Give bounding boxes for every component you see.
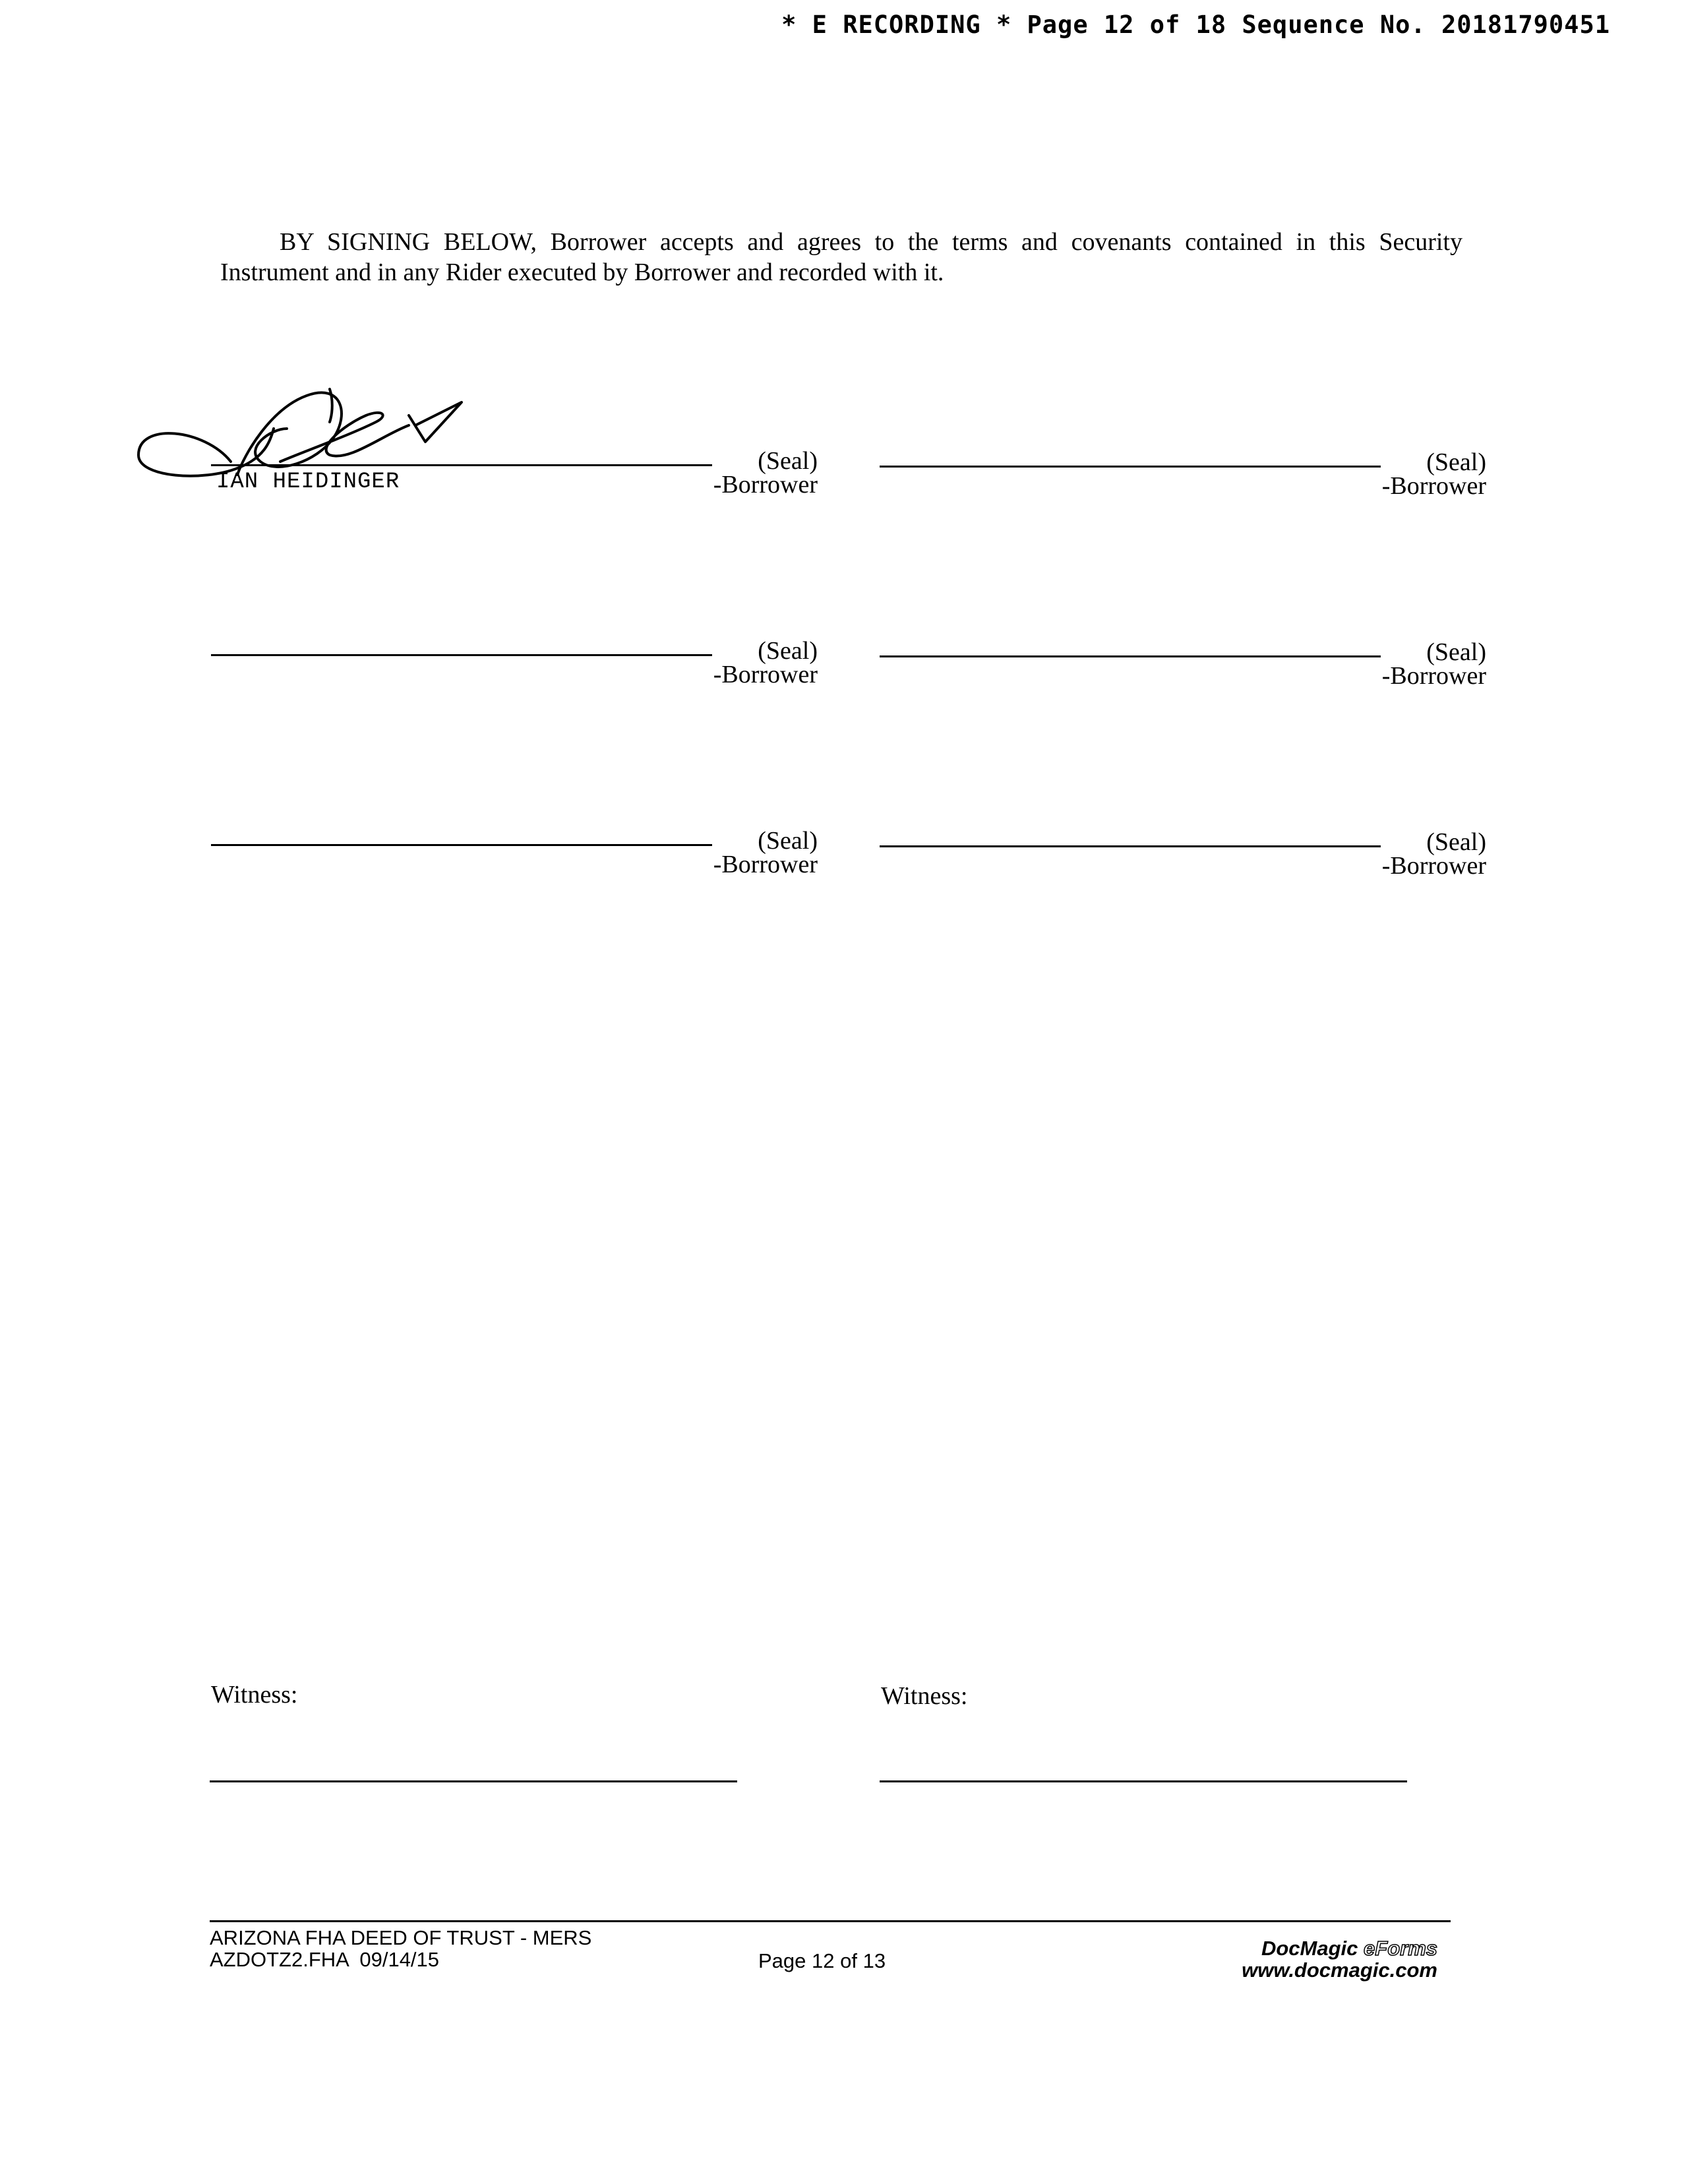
brand-url: www.docmagic.com <box>1242 1958 1437 1982</box>
signature-block-borrower-1 <box>211 448 818 501</box>
recording-stamp: * E RECORDING * Page 12 of 18 Sequence No. 20181790451 <box>781 11 1610 39</box>
eforms-wordmark: eForms <box>1364 1937 1437 1960</box>
signer-name: IAN HEIDINGER <box>216 470 400 495</box>
signature-line <box>211 464 712 466</box>
signature-line <box>880 655 1381 657</box>
signature-block-borrower-5 <box>211 828 818 881</box>
role-label: -Borrower <box>713 661 818 688</box>
signature-block-borrower-3 <box>211 638 818 691</box>
form-identifier <box>210 1927 591 1970</box>
role-label: -Borrower <box>713 471 818 499</box>
witness-label-right: Witness: <box>881 1682 968 1710</box>
signature-block-borrower-4 <box>880 640 1486 692</box>
seal-label: (Seal) <box>1426 638 1486 666</box>
witness-label-left: Witness: <box>211 1681 298 1709</box>
role-label: -Borrower <box>1381 472 1486 500</box>
docmagic-logo <box>1242 1937 1437 1981</box>
role-label: -Borrower <box>713 851 818 878</box>
role-label: -Borrower <box>1381 852 1486 880</box>
footer-rule <box>210 1920 1451 1922</box>
seal-label: (Seal) <box>1426 448 1486 476</box>
witness-line-right <box>880 1780 1407 1782</box>
signature-line <box>211 654 712 656</box>
seal-label: (Seal) <box>758 827 818 855</box>
brand-name: DocMagic eForms <box>1261 1937 1437 1960</box>
signature-block-borrower-2 <box>880 450 1486 502</box>
form-title: ARIZONA FHA DEED OF TRUST - MERS <box>210 1926 592 1949</box>
signature-line <box>880 845 1381 847</box>
witness-line-left <box>210 1780 737 1782</box>
signature-line <box>880 466 1381 468</box>
signing-statement-text: BY SIGNING BELOW, Borrower accepts and agrees to the terms and covenants contained in this Security Instrument and in any Rider executed by Borrower and recorded with it. <box>220 228 1462 286</box>
role-label: -Borrower <box>1381 662 1486 690</box>
page-number: Page 12 of 13 <box>758 1949 886 1972</box>
seal-label: (Seal) <box>758 637 818 665</box>
signature-line <box>211 844 712 846</box>
seal-label: (Seal) <box>1426 828 1486 856</box>
signature-block-borrower-6 <box>880 830 1486 882</box>
form-code: AZDOTZ2.FHA 09/14/15 <box>210 1948 440 1971</box>
seal-label: (Seal) <box>758 447 818 475</box>
signing-statement <box>220 227 1462 288</box>
